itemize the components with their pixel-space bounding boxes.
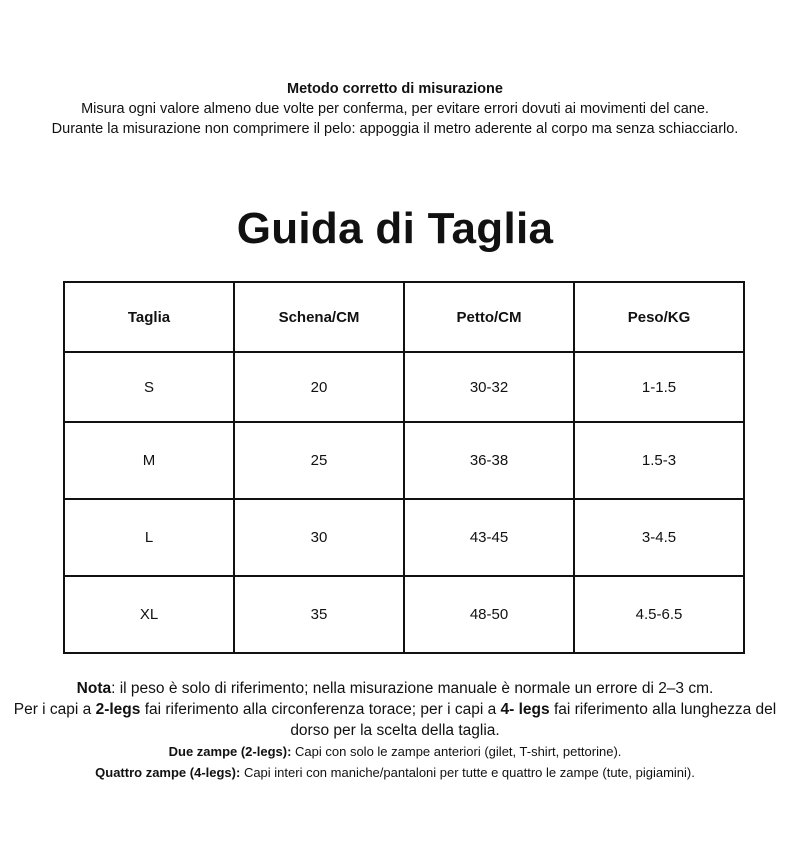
cell-weight: 3-4.5 bbox=[574, 499, 744, 576]
size-guide-title: Guida di Taglia bbox=[236, 204, 554, 253]
four-legs-note bbox=[0, 762, 790, 783]
cell-back: 35 bbox=[234, 576, 404, 653]
table-row bbox=[64, 422, 744, 499]
cell-weight: 4.5-6.5 bbox=[574, 576, 744, 653]
cell-size: S bbox=[64, 352, 234, 422]
notes-section bbox=[0, 678, 790, 783]
header-size: Taglia bbox=[64, 282, 234, 352]
note-text: : il peso è solo di riferimento; nella misurazione manuale è normale un errore di 2–3 cm. bbox=[111, 680, 714, 697]
cell-size: M bbox=[64, 422, 234, 499]
four-legs-text: Capi interi con maniche/pantaloni per tutte e quattro le zampe (tute, pigiamini). bbox=[240, 765, 695, 780]
weight-note bbox=[0, 678, 790, 699]
cell-back: 20 bbox=[234, 352, 404, 422]
two-legs-note bbox=[0, 741, 790, 762]
two-legs-label: Due zampe (2-legs): bbox=[168, 744, 292, 759]
note-label: Nota bbox=[76, 680, 112, 697]
table-header-row bbox=[64, 282, 744, 352]
legs-text-2: fai riferimento alla circonferenza torace; per i capi a bbox=[140, 701, 501, 718]
cell-chest: 48-50 bbox=[404, 576, 574, 653]
cell-size: L bbox=[64, 499, 234, 576]
measurement-method-section bbox=[0, 79, 790, 139]
method-line-1: Misura ogni valore almeno due volte per conferma, per evitare errori dovuti ai movimenti del cane. bbox=[81, 101, 709, 117]
table-row bbox=[64, 499, 744, 576]
cell-back: 30 bbox=[234, 499, 404, 576]
cell-weight: 1-1.5 bbox=[574, 352, 744, 422]
cell-back: 25 bbox=[234, 422, 404, 499]
method-line-2: Durante la misurazione non comprimere il pelo: appoggia il metro aderente al corpo ma senza schiacciarlo. bbox=[51, 121, 739, 137]
header-back: Schena/CM bbox=[234, 282, 404, 352]
two-legs-text: Capi con solo le zampe anteriori (gilet, T-shirt, pettorine). bbox=[291, 744, 622, 759]
method-title: Metodo corretto di misurazione bbox=[287, 81, 503, 97]
legs-bold-4legs: 4- legs bbox=[500, 701, 550, 718]
cell-chest: 43-45 bbox=[404, 499, 574, 576]
four-legs-label: Quattro zampe (4-legs): bbox=[95, 765, 241, 780]
size-table bbox=[63, 281, 745, 654]
table-row bbox=[64, 576, 744, 653]
header-weight: Peso/KG bbox=[574, 282, 744, 352]
table-row bbox=[64, 352, 744, 422]
legs-bold-2legs: 2-legs bbox=[95, 701, 141, 718]
legs-text-1: Per i capi a bbox=[13, 701, 96, 718]
cell-weight: 1.5-3 bbox=[574, 422, 744, 499]
header-chest: Petto/CM bbox=[404, 282, 574, 352]
cell-size: XL bbox=[64, 576, 234, 653]
cell-chest: 30-32 bbox=[404, 352, 574, 422]
legs-text-3: fai riferimento alla lunghezza del dorso per la scelta della taglia. bbox=[290, 701, 777, 739]
cell-chest: 36-38 bbox=[404, 422, 574, 499]
legs-note bbox=[0, 699, 790, 741]
